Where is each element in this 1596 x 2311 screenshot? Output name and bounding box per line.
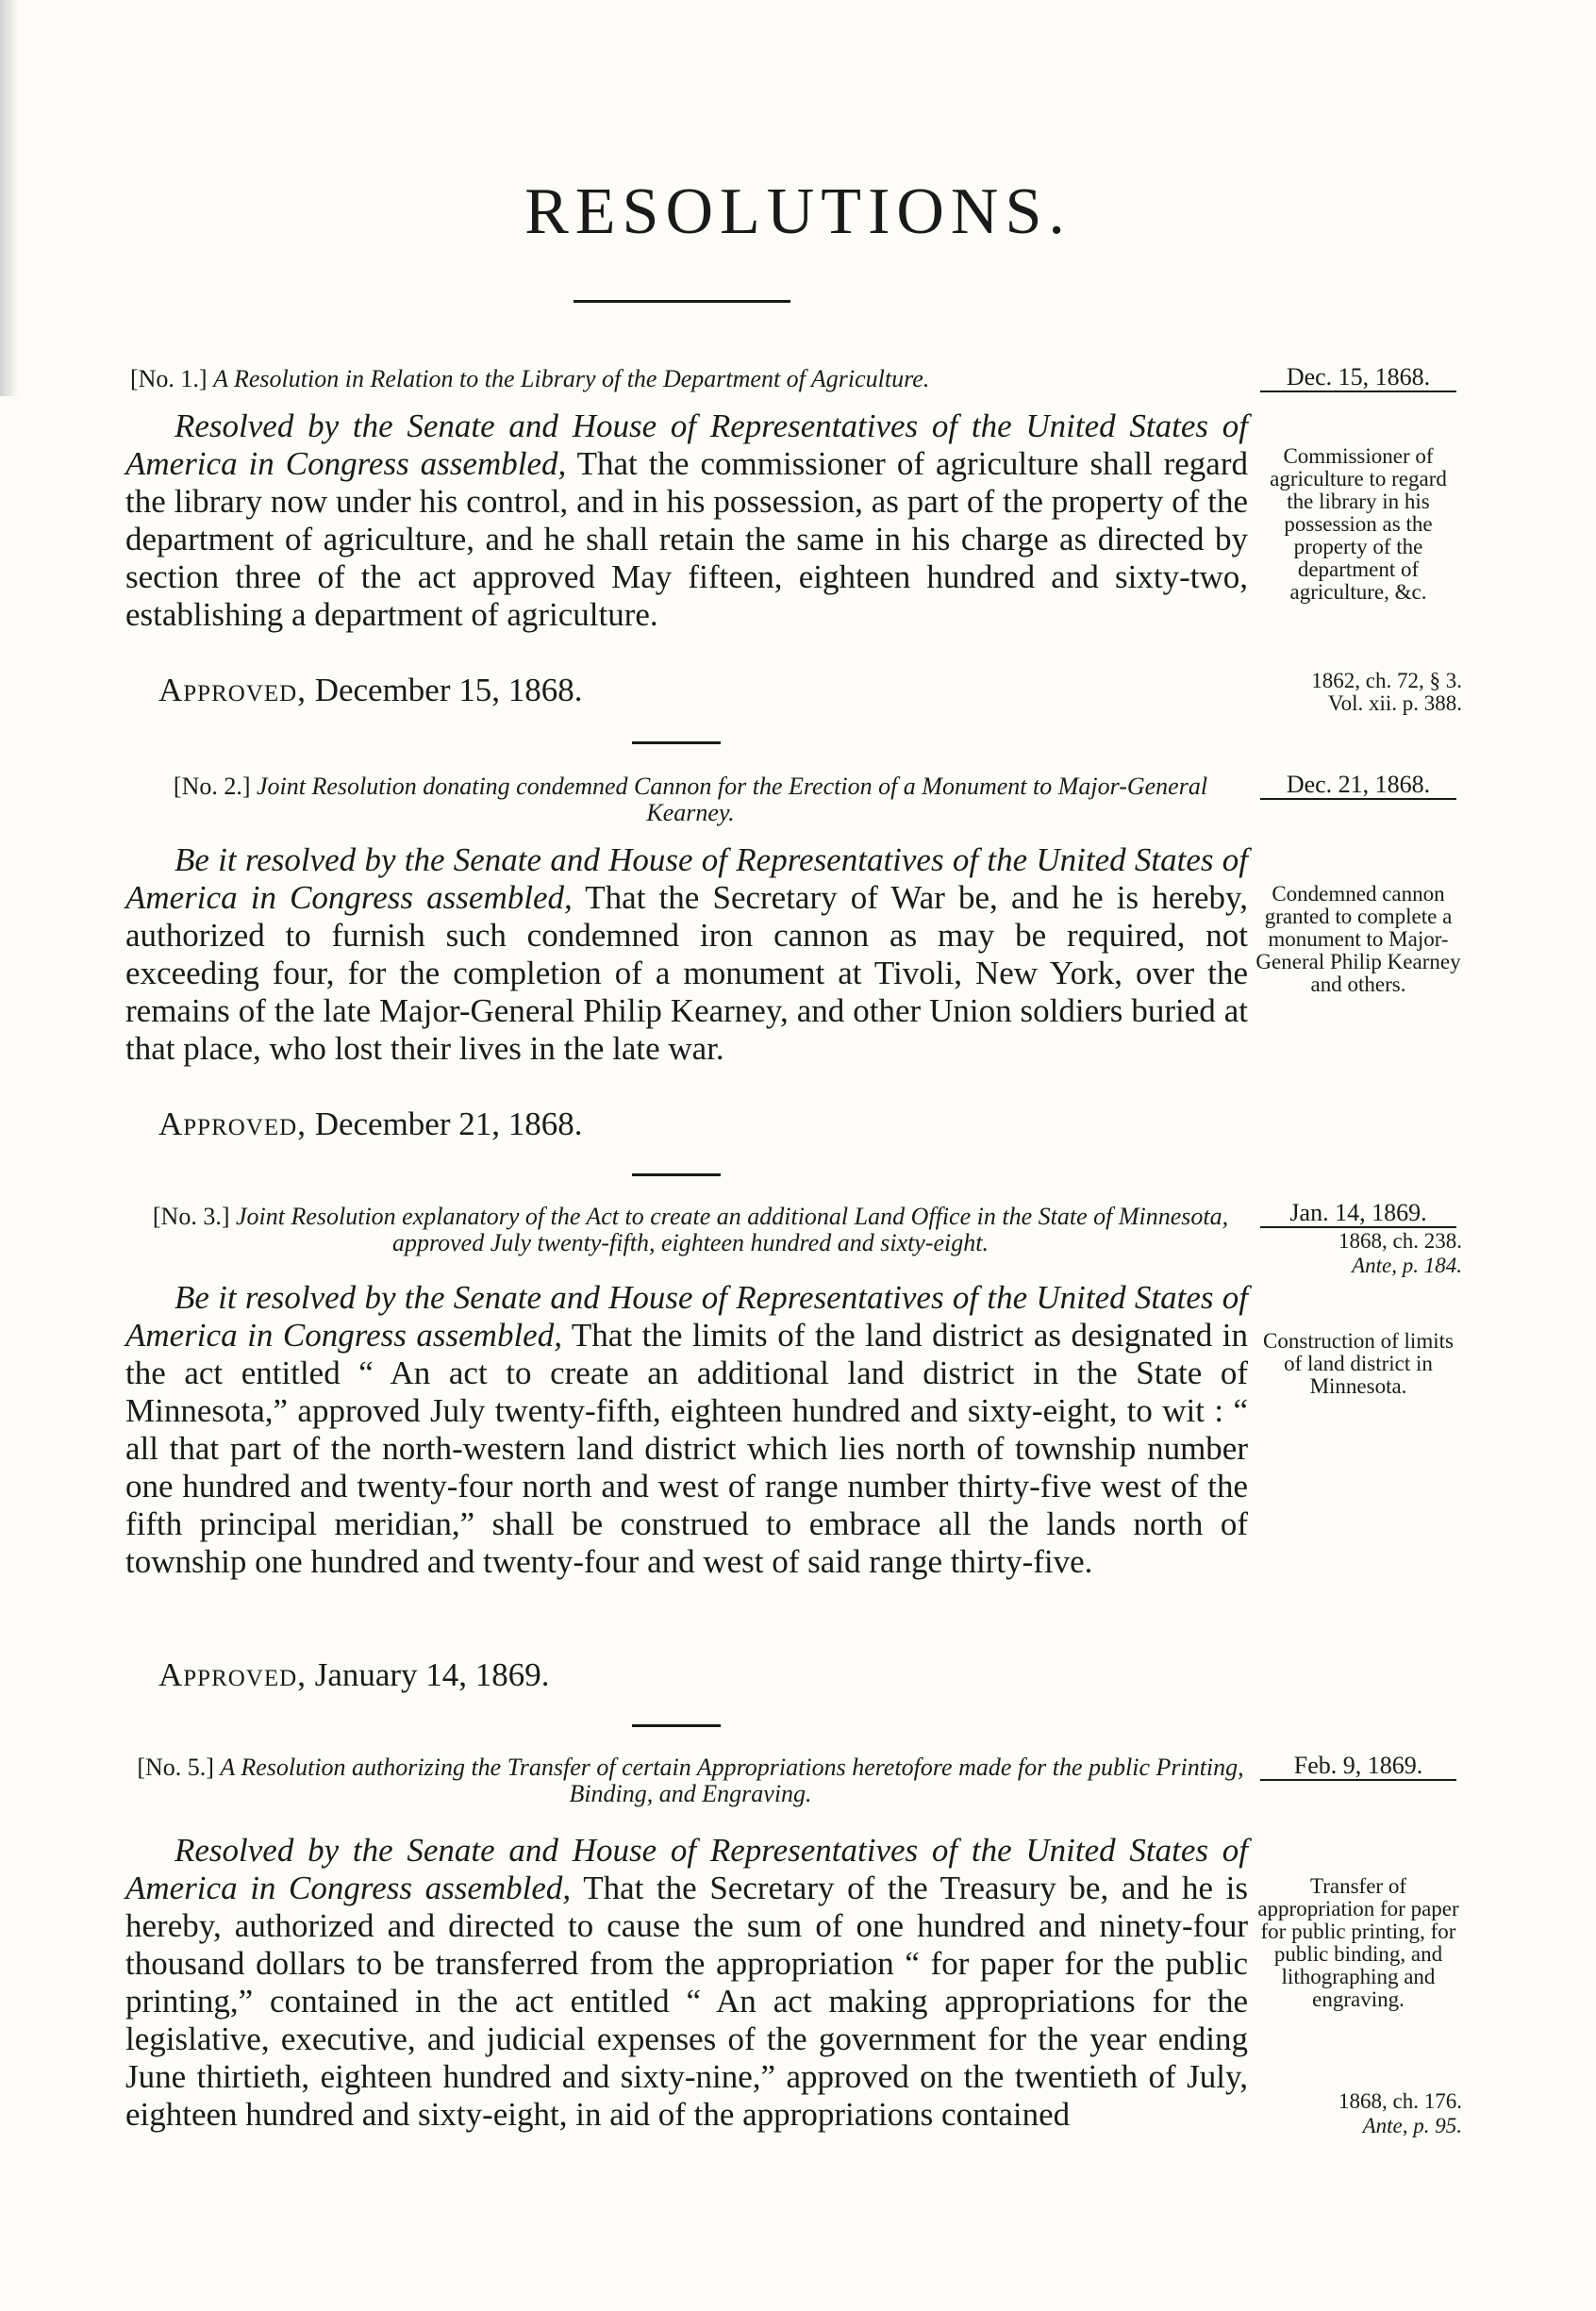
resolution-number: [No. 2.]	[173, 773, 251, 800]
resolution-title: Joint Resolution donating condemned Cannon for the Erection of a Monument to Major-General Kearney.	[257, 773, 1208, 826]
title-divider	[574, 300, 790, 303]
citation-statute: 1862, ch. 72, § 3.	[1311, 669, 1462, 692]
resolution-body	[125, 841, 1248, 1068]
margin-note: Condemned cannon granted to complete a monument to Major-General Philip Kearney and others.	[1255, 882, 1461, 996]
section-divider	[632, 1724, 721, 1727]
enacting-clause: Resolved by the Senate and House of Representatives of the United States of America in Congress assembled,	[125, 407, 1248, 482]
citation-ante-text: Ante, p. 184.	[1352, 1254, 1462, 1277]
citation-statute: 1868, ch. 238.	[1338, 1229, 1462, 1253]
citation-ante	[1255, 2115, 1462, 2137]
resolution-title: A Resolution in Relation to the Library of the Department of Agriculture.	[213, 365, 930, 392]
margin-note: Transfer of appropriation for paper for public printing, for public binding, and lithographing and engraving.	[1257, 1874, 1459, 2011]
citation-ante	[1255, 1255, 1462, 1277]
resolution-header	[130, 1754, 1251, 1807]
approved-date: December 15, 1868.	[314, 672, 583, 708]
margin-note: Commissioner of agriculture to regard the library in his possession as the property of the department of agriculture, &c.	[1270, 444, 1447, 604]
approved-line	[158, 1656, 550, 1694]
section-divider	[632, 1173, 721, 1176]
enacting-clause: Be it resolved by the Senate and House of Representatives of the United States of America in Congress assembled,	[125, 841, 1248, 916]
citation-statute: 1868, ch. 176.	[1338, 2089, 1462, 2113]
citation-volume: Vol. xii. p. 388.	[1327, 691, 1462, 715]
resolution-date: Feb. 9, 1869.	[1260, 1753, 1456, 1781]
page-title: RESOLUTIONS.	[524, 175, 1072, 248]
resolution-number: [No. 3.]	[152, 1203, 230, 1230]
citation-ante-text: Ante, p. 95.	[1362, 2114, 1462, 2137]
resolution-header	[130, 773, 1251, 826]
approved-date: January 14, 1869.	[314, 1656, 550, 1693]
resolution-title: Joint Resolution explanatory of the Act to create an additional Land Office in the State of Minnesota, approved July twenty-fifth, eighteen hundred and sixty-eight.	[235, 1203, 1229, 1256]
approved-date: December 21, 1868.	[314, 1106, 583, 1142]
resolution-text: That the Secretary of the Treasury be, and he is hereby, authorized and directed to cause the sum of one hundred and ninety-four thousand dollars to be transferred from the appropriation “ for paper for the public printing,” contained in the act entitled “ An act making appropriations for the legislative, executive, and judicial expenses of the government for the year ending June thirtieth, eighteen hundred and sixty-nine,” approved on the twentieth of July, eighteen hundred and sixty-eight, in aid of the appropriations contained	[125, 1870, 1248, 2133]
resolution-date: Jan. 14, 1869.	[1260, 1200, 1456, 1228]
resolution-date: Dec. 21, 1868.	[1260, 772, 1456, 800]
resolution-date: Dec. 15, 1868.	[1260, 364, 1456, 392]
resolution-number: [No. 1.]	[130, 365, 208, 392]
approved-label: Approved,	[158, 672, 307, 708]
section-divider	[632, 741, 721, 744]
resolution-header	[130, 366, 1251, 392]
approved-line	[158, 672, 583, 709]
approved-label: Approved,	[158, 1106, 307, 1142]
resolution-text: That the commissioner of agriculture shall regard the library now under his control, and in his possession, as part of the property of the department of agriculture, and he shall retain the same in his charge as directed by section three of the act approved May fifteen, eighteen hundred and sixty-two, establishing a department of agriculture.	[125, 445, 1248, 633]
resolution-body	[125, 1832, 1248, 2134]
resolution-header	[130, 1204, 1251, 1256]
approved-line	[158, 1106, 583, 1143]
resolution-number: [No. 5.]	[137, 1754, 214, 1781]
resolution-text: That the limits of the land district as designated in the act entitled “ An act to create an additional land district in the State of Minnesota,” approved July twenty-fifth, eighteen hundred and sixty-eight, to wit : “ all that part of the north-western land district which lies north of township number one hundred and twenty-four north and west of range number thirty-five west of the fifth principal meridian,” shall be construed to embrace all the lands north of township one hundred and twenty-four and west of said range thirty-five.	[125, 1317, 1249, 1580]
approved-label: Approved,	[158, 1656, 307, 1693]
resolution-text: That the Secretary of War be, and he is hereby, authorized to furnish such condemned iron cannon as may be required, not exceeding four, for the completion of a monument at Tivoli, New York, over the remains of the late Major-General Philip Kearney, and other Union soldiers buried at that place, who lost their lives in the late war.	[125, 879, 1249, 1067]
resolution-body	[125, 1279, 1248, 1581]
resolution-title: A Resolution authorizing the Transfer of certain Appropriations heretofore made for the public Printing, Binding, and Engraving.	[220, 1754, 1244, 1807]
resolution-body	[125, 407, 1248, 634]
enacting-clause: Resolved by the Senate and House of Representatives of the United States of America in Congress assembled,	[125, 1832, 1248, 1906]
margin-note: Construction of limits of land district in Minnesota.	[1263, 1329, 1454, 1398]
enacting-clause: Be it resolved by the Senate and House of Representatives of the United States of America in Congress assembled,	[125, 1279, 1248, 1354]
